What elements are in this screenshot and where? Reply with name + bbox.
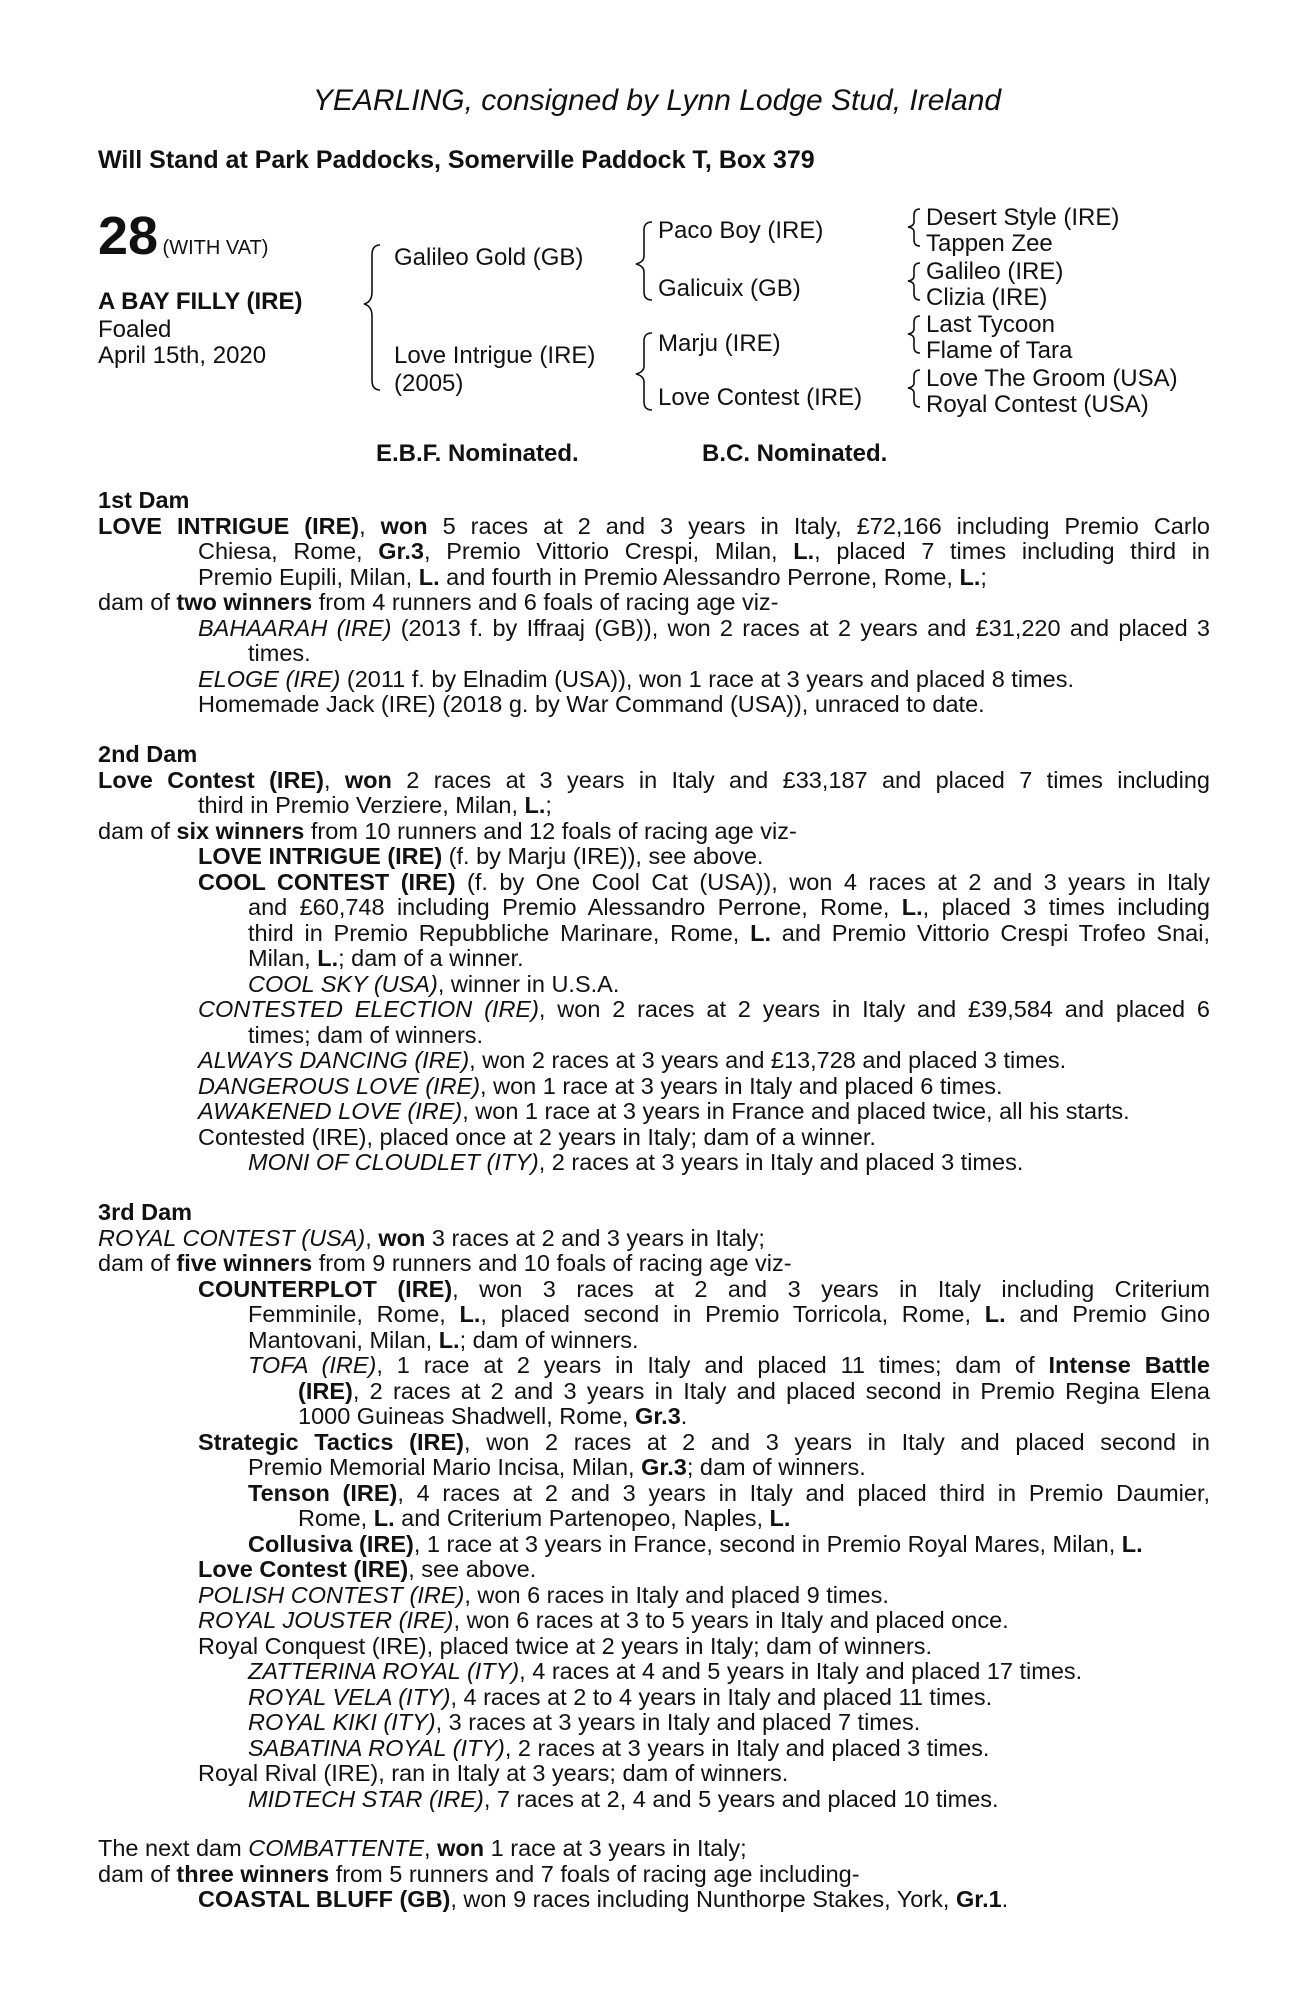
foaled-date: April 15th, 2020	[98, 342, 267, 369]
third-dam-produce-summary: dam of five winners from 9 runners and 10 foals of racing age viz-	[98, 1250, 792, 1276]
second-dam-foal-6: AWAKENED LOVE (IRE), won 1 race at 3 years in France and placed twice, all his starts.	[198, 1098, 1130, 1124]
third-dam-line-1: ROYAL CONTEST (USA), won 3 races at 2 and 3 years in Italy;	[98, 1224, 765, 1251]
third-dam-grandfoal-7: SABATINA ROYAL (ITY), 2 races at 3 years in Italy and placed 3 times.	[248, 1734, 990, 1761]
brace-g12	[908, 209, 920, 246]
first-dam-section	[98, 488, 1210, 718]
third-dam-grandfoal-8: MIDTECH STAR (IRE), 7 races at 2, 4 and 5 years and placed 10 times.	[248, 1785, 999, 1812]
second-dam-foal-3: CONTESTED ELECTION (IRE), won 2 races at 2 years in Italy and £39,584 and placed 6	[198, 997, 1210, 1022]
first-dam-foal-3: Homemade Jack (IRE) (2018 g. by War Command (USA)), unraced to date.	[198, 691, 985, 717]
second-dam-foal-7: Contested (IRE), placed once at 2 years in Italy; dam of a winner.	[198, 1123, 876, 1150]
second-dam-line-1: Love Contest (IRE), won 2 races at 3 years in Italy and £33,187 and placed 7 times including	[98, 767, 1210, 793]
third-dam-grandfoal-5: ROYAL VELA (ITY), 4 races at 2 to 4 years in Italy and placed 11 times.	[248, 1683, 993, 1710]
third-dam-heading: 3rd Dam	[98, 1199, 193, 1225]
third-dam-foal-1-cont-1: Femminile, Rome, L., placed second in Premio Torricola, Rome, L. and Premio Gino	[248, 1302, 1210, 1327]
second-dam-section	[98, 742, 1210, 1176]
brace-sire-parents	[636, 222, 652, 300]
second-dam-foal-1: LOVE INTRIGUE (IRE) (f. by Marju (IRE)), see above.	[198, 843, 764, 869]
gg-7: Love The Groom (USA)	[926, 365, 1178, 392]
third-dam-foal-1: COUNTERPLOT (IRE), won 3 races at 2 and 3 years in Italy including Criterium	[198, 1276, 1210, 1302]
gg-4: Clizia (IRE)	[926, 284, 1048, 311]
next-dam-foal-1: COASTAL BLUFF (GB), won 9 races including Nunthorpe Stakes, York, Gr.1.	[198, 1886, 1009, 1912]
dam-name: Love Intrigue (IRE)	[394, 342, 596, 369]
third-dam-foal-7: Royal Rival (IRE), ran in Italy at 3 years; dam of winners.	[198, 1760, 789, 1786]
catalogue-title: YEARLING, consigned by Lynn Lodge Stud, Ireland	[312, 84, 1002, 117]
first-dam-line-1: LOVE INTRIGUE (IRE), won 5 races at 2 and 3 years in Italy, £72,166 including Premio Carlo	[98, 513, 1210, 539]
third-dam-foal-2-cont: Premio Memorial Mario Incisa, Milan, Gr.3; dam of winners.	[248, 1454, 866, 1480]
second-dam-foal-5: DANGEROUS LOVE (IRE), won 1 race at 3 years in Italy and placed 6 times.	[198, 1072, 1003, 1099]
gg-1: Desert Style (IRE)	[926, 204, 1120, 231]
brace-g56	[908, 316, 920, 353]
first-dam-heading: 1st Dam	[98, 487, 190, 513]
sire-dam-name: Galicuix (GB)	[658, 275, 801, 302]
third-dam-foal-6: Royal Conquest (IRE), placed twice at 2 years in Italy; dam of winners.	[198, 1632, 933, 1659]
dam-year: (2005)	[394, 370, 464, 397]
dam-sire-name: Marju (IRE)	[658, 330, 781, 357]
second-dam-grandfoal-2: MONI OF CLOUDLET (ITY), 2 races at 3 years in Italy and placed 3 times.	[248, 1149, 1024, 1175]
third-dam-grandfoal-2: Tenson (IRE), 4 races at 2 and 3 years in Italy and placed third in Premio Daumier,	[248, 1480, 1210, 1506]
sire-name: Galileo Gold (GB)	[394, 244, 584, 271]
first-dam-line-3: Premio Eupili, Milan, L. and fourth in Premio Alessandro Perrone, Rome, L.;	[198, 563, 987, 590]
second-dam-foal-3-cont: times; dam of winners.	[248, 1021, 484, 1048]
third-dam-section	[98, 1200, 1210, 1812]
brace-g78	[908, 370, 920, 407]
third-dam-grandfoal-1: TOFA (IRE), 1 race at 2 years in Italy and placed 11 times; dam of Intense Battle	[248, 1353, 1210, 1378]
second-dam-foal-2-cont-1: and £60,748 including Premio Alessandro Perrone, Rome, L., placed 3 times including	[248, 895, 1210, 920]
gg-3: Galileo (IRE)	[926, 258, 1064, 285]
lot-number: 28	[98, 206, 159, 266]
third-dam-grandfoal-1-cont-2: 1000 Guineas Shadwell, Rome, Gr.3.	[298, 1403, 688, 1429]
second-dam-line-2: third in Premio Verziere, Milan, L.;	[198, 792, 552, 818]
first-dam-line-2: Chiesa, Rome, Gr.3, Premio Vittorio Crespi, Milan, L., placed 7 times including third in	[198, 539, 1210, 564]
dam-dam-name: Love Contest (IRE)	[658, 384, 863, 411]
third-dam-foal-2: Strategic Tactics (IRE), won 2 races at 2 and 3 years in Italy and placed second in	[198, 1429, 1210, 1455]
gg-6: Flame of Tara	[926, 337, 1073, 364]
foaled-label: Foaled	[98, 316, 172, 343]
lot-name: A BAY FILLY (IRE)	[98, 288, 303, 315]
stand-location: Will Stand at Park Paddocks, Somerville Paddock T, Box 379	[98, 146, 815, 174]
third-dam-foal-1-cont-2: Mantovani, Milan, L.; dam of winners.	[248, 1326, 639, 1353]
second-dam-heading: 2nd Dam	[98, 741, 198, 767]
ebf-nomination: E.B.F. Nominated.	[376, 440, 579, 467]
first-dam-foal-1: BAHAARAH (IRE) (2013 f. by Iffraaj (GB)), won 2 races at 2 years and £31,220 and placed 3	[198, 615, 1210, 641]
next-dam-line-1: The next dam COMBATTENTE, won 1 race at 3 years in Italy;	[98, 1835, 747, 1861]
third-dam-grandfoal-6: ROYAL KIKI (ITY), 3 races at 3 years in Italy and placed 7 times.	[248, 1709, 921, 1735]
gg-5: Last Tycoon	[926, 311, 1055, 338]
third-dam-grandfoal-1-cont-1: (IRE), 2 races at 2 and 3 years in Italy and placed second in Premio Regina Elena	[298, 1378, 1210, 1404]
second-dam-foal-2-cont-3: Milan, L.; dam of a winner.	[248, 945, 524, 971]
third-dam-foal-5: ROYAL JOUSTER (IRE), won 6 races at 3 to 5 years in Italy and placed once.	[198, 1607, 1009, 1633]
first-dam-produce-summary: dam of two winners from 4 runners and 6 foals of racing age viz-	[98, 589, 779, 615]
third-dam-grandfoal-2-cont: Rome, L. and Criterium Partenopeo, Naples, L.	[298, 1505, 791, 1531]
gg-2: Tappen Zee	[926, 230, 1053, 257]
second-dam-foal-2-cont-2: third in Premio Repubbliche Marinare, Rome, L. and Premio Vittorio Crespi Trofeo Snai,	[248, 920, 1210, 946]
brace-dam-parents	[636, 333, 652, 410]
second-dam-foal-2: COOL CONTEST (IRE) (f. by One Cool Cat (USA)), won 4 races at 2 and 3 years in Italy	[198, 869, 1210, 895]
next-dam-section	[98, 1836, 1210, 1913]
brace-g34	[908, 263, 920, 300]
third-dam-foal-4: POLISH CONTEST (IRE), won 6 races in Italy and placed 9 times.	[198, 1581, 889, 1608]
sire-sire-name: Paco Boy (IRE)	[658, 217, 824, 244]
next-dam-produce-summary: dam of three winners from 5 runners and 7 foals of racing age including-	[98, 1860, 860, 1887]
brace-sire-dam	[364, 245, 380, 390]
bc-nomination: B.C. Nominated.	[702, 440, 888, 467]
third-dam-foal-3: Love Contest (IRE), see above.	[198, 1556, 537, 1582]
first-dam-foal-2: ELOGE (IRE) (2011 f. by Elnadim (USA)), won 1 race at 3 years and placed 8 times.	[198, 665, 1074, 692]
second-dam-produce-summary: dam of six winners from 10 runners and 12 foals of racing age viz-	[98, 817, 797, 844]
first-dam-foal-1-cont: times.	[248, 640, 311, 666]
second-dam-foal-4: ALWAYS DANCING (IRE), won 2 races at 3 years and £13,728 and placed 3 times.	[198, 1047, 1067, 1073]
third-dam-grandfoal-4: ZATTERINA ROYAL (ITY), 4 races at 4 and 5 years in Italy and placed 17 times.	[248, 1658, 1083, 1684]
vat-note: (WITH VAT)	[162, 237, 269, 259]
second-dam-grandfoal-1: COOL SKY (USA), winner in U.S.A.	[248, 970, 620, 997]
third-dam-grandfoal-3: Collusiva (IRE), 1 race at 3 years in France, second in Premio Royal Mares, Milan, L.	[248, 1530, 1143, 1557]
gg-8: Royal Contest (USA)	[926, 391, 1149, 418]
